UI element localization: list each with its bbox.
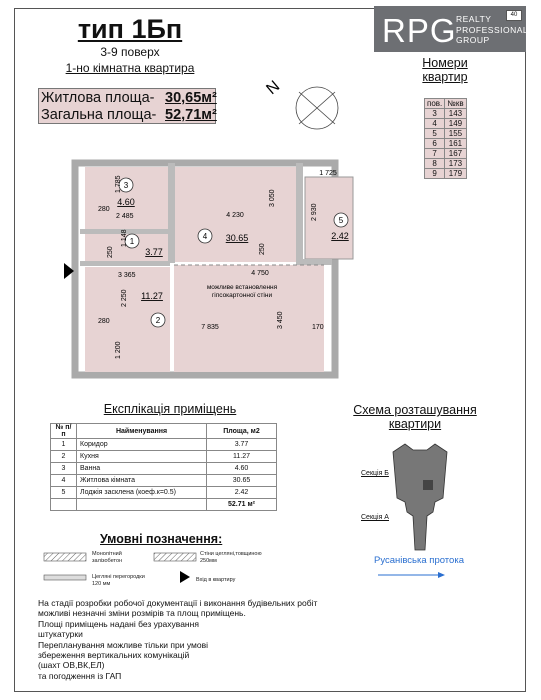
legend-entry: Вхід в квартиру — [196, 577, 236, 583]
floor-cell: 9 — [425, 169, 445, 179]
floor-cell: 8 — [425, 159, 445, 169]
note-line: (шахт ОВ,ВК,ЕЛ) — [38, 660, 105, 671]
river-label: Русанівська протока — [374, 555, 464, 566]
table-row — [425, 139, 467, 149]
dim-3365: 3 365 — [118, 272, 136, 279]
explication-table — [50, 423, 277, 511]
row-area: 3.77 — [207, 439, 277, 451]
room-area-2: 11.27 — [141, 291, 163, 301]
dim-280-top: 280 — [98, 206, 110, 213]
header-area: Площа, м2 — [207, 424, 277, 439]
interior-wall-1 — [168, 163, 175, 263]
floor-plan — [60, 155, 380, 380]
dim-1148: 1 148 — [121, 229, 128, 247]
row-area: 11.27 — [207, 451, 277, 463]
legend-brick-line1: Стіни цегляні,товщиною — [200, 551, 262, 557]
dim-170: 170 — [312, 324, 324, 331]
header-apartment: №кв — [445, 99, 466, 109]
floor-cell: 4 — [425, 119, 445, 129]
living-area-value: 30,65м² — [165, 90, 217, 106]
floor-cell: 6 — [425, 139, 445, 149]
row-number: 2 — [51, 451, 77, 463]
building-schema — [385, 440, 455, 555]
note-line: Перепланування можливе тільки при умові — [38, 639, 208, 650]
table-row — [425, 129, 467, 139]
note-line: На стадії розробки робочої документації і виконання будівельних робіт — [38, 598, 318, 608]
apartment-cell: 173 — [445, 159, 466, 169]
floor-cell: 3 — [425, 109, 445, 119]
total-area-value: 52,71м² — [165, 107, 217, 123]
dim-7835: 7 835 — [201, 324, 219, 331]
row-name: Ванна — [77, 463, 207, 475]
legend-partition-line2: 120 мм — [92, 580, 111, 587]
explication-title: Експлікація приміщень — [103, 402, 237, 416]
logo-line-1: REALTY — [456, 14, 492, 24]
table-total-row — [51, 499, 277, 511]
area-summary-box — [38, 88, 216, 124]
dim-4750: 4 750 — [251, 270, 269, 277]
living-area-label: Житлова площа- — [41, 90, 155, 106]
brick-wall-swatch — [154, 553, 196, 561]
header-floor: пов. — [425, 99, 445, 109]
apartment-cell: 155 — [445, 129, 466, 139]
room-area-1: 3.77 — [145, 247, 163, 257]
apartment-numbers-title — [390, 56, 500, 84]
table-row — [51, 487, 277, 499]
river-arrow-icon — [378, 571, 446, 579]
interior-wall-5 — [296, 259, 332, 265]
schema-title-line2: квартири — [388, 417, 442, 431]
logo-line-2: PROFESSIONAL — [456, 24, 529, 35]
north-letter: N — [263, 77, 284, 99]
row-area: 30.65 — [207, 475, 277, 487]
dim-250-right: 250 — [259, 243, 266, 255]
section-b-label: Секція Б — [361, 470, 389, 477]
room-number-3: 3 — [123, 181, 129, 190]
row-name: Кухня — [77, 451, 207, 463]
legend-brick-wall — [200, 551, 262, 564]
dim-1725: 1 725 — [319, 170, 337, 177]
table-header-row — [51, 424, 277, 439]
legend-brick-line2: 250мм — [200, 557, 217, 564]
floors-label: 3-9 поверх — [100, 45, 160, 59]
apartment-cell: 167 — [445, 149, 466, 159]
row-name: Житлова кімната — [77, 475, 207, 487]
row-area: 2.42 — [207, 487, 277, 499]
dim-3050: 3 050 — [269, 189, 276, 207]
apartment-numbers-title-line2: квартир — [422, 70, 468, 84]
floor-cell: 7 — [425, 149, 445, 159]
note-line: можливі незначні зміни розмірів та площ приміщень. — [38, 608, 246, 619]
page-number: 40 — [506, 10, 522, 21]
table-row — [425, 169, 467, 179]
company-logo — [374, 6, 529, 52]
legend-monolith-line1: Монолітний — [92, 551, 122, 557]
table-row — [51, 463, 277, 475]
legend-title: Умовні позначення: — [100, 532, 223, 546]
entry-arrow-swatch-icon — [180, 571, 190, 583]
partition-note-line1: можливе встановлення — [206, 284, 278, 291]
table-row — [425, 119, 467, 129]
apartment-cell: 143 — [445, 109, 466, 119]
dim-4230: 4 230 — [226, 212, 244, 219]
apartment-numbers-table — [424, 98, 467, 179]
location-schema-title — [340, 403, 490, 431]
dim-1785: 1 785 — [115, 175, 122, 193]
row-number: 5 — [51, 487, 77, 499]
monolith-swatch — [44, 553, 86, 561]
floor-cell: 5 — [425, 129, 445, 139]
header-name: Найменування — [77, 424, 207, 439]
legend-monolith-line2: залізобетон — [92, 557, 123, 564]
dim-250-left: 250 — [107, 246, 114, 258]
logo-line-3: GROUP — [456, 35, 490, 45]
logo-letters: RPG — [382, 12, 457, 49]
row-number: 4 — [51, 475, 77, 487]
dim-2930: 2 930 — [311, 203, 318, 221]
table-row — [425, 159, 467, 169]
total-empty-2 — [77, 499, 207, 511]
apartment-cell: 149 — [445, 119, 466, 129]
legend-monolith — [92, 551, 122, 564]
dim-280-bottom: 280 — [98, 318, 110, 325]
room-living-lower — [174, 265, 324, 372]
room-area-5: 2.42 — [331, 231, 349, 241]
table-row — [51, 475, 277, 487]
room-area-3: 4.60 — [117, 197, 135, 207]
apartment-type-label: 1-но кімнатна квартира — [65, 61, 195, 75]
table-row — [425, 149, 467, 159]
row-name: Коридор — [77, 439, 207, 451]
interior-wall-3 — [80, 261, 170, 266]
note-line: Площі приміщень надані без урахування — [38, 618, 199, 629]
legend-partition — [92, 574, 145, 587]
table-header-row — [425, 99, 467, 109]
room-area-4: 30.65 — [225, 233, 249, 243]
total-empty-1 — [51, 499, 77, 511]
interior-wall-4 — [296, 163, 303, 263]
header-number: № п/п — [51, 424, 77, 439]
compass-rose — [255, 72, 365, 152]
row-number: 3 — [51, 463, 77, 475]
legend-partition-line1: Цегляні перегородки — [92, 574, 145, 580]
row-number: 1 — [51, 439, 77, 451]
note-line: штукатурки — [38, 629, 83, 640]
table-row — [51, 451, 277, 463]
dim-2250: 2 250 — [121, 289, 128, 307]
building-outline — [393, 444, 447, 550]
section-a-label: Секція А — [361, 514, 389, 521]
room-number-2: 2 — [155, 316, 161, 325]
dim-2485: 2 485 — [116, 213, 134, 220]
total-area: 52.71 м² — [207, 499, 277, 511]
dim-1200: 1 200 — [115, 341, 122, 359]
apartment-highlight — [423, 480, 433, 490]
room-number-5: 5 — [338, 216, 344, 225]
note-line: та погодження із ГАП — [38, 670, 122, 681]
table-row — [425, 109, 467, 119]
partition-swatch — [44, 575, 86, 580]
note-line: збереження вертикальних комунікацій — [38, 650, 190, 661]
table-row — [51, 439, 277, 451]
schema-title-line1: Схема розташування — [353, 403, 477, 417]
plan-type-title: тип 1Бп — [77, 14, 183, 44]
apartment-cell: 161 — [445, 139, 466, 149]
row-area: 4.60 — [207, 463, 277, 475]
dim-3450: 3 450 — [277, 311, 284, 329]
notes-block — [38, 598, 368, 681]
total-area-label: Загальна площа- — [41, 107, 157, 123]
partition-note-line2: гіпсокартонної стіни — [211, 292, 273, 299]
room-number-1: 1 — [129, 237, 135, 246]
apartment-numbers-title-line1: Номери — [422, 56, 468, 70]
row-name: Лоджія засклена (коеф.к=0.5) — [77, 487, 207, 499]
room-number-4: 4 — [202, 232, 208, 241]
apartment-cell: 179 — [445, 169, 466, 179]
